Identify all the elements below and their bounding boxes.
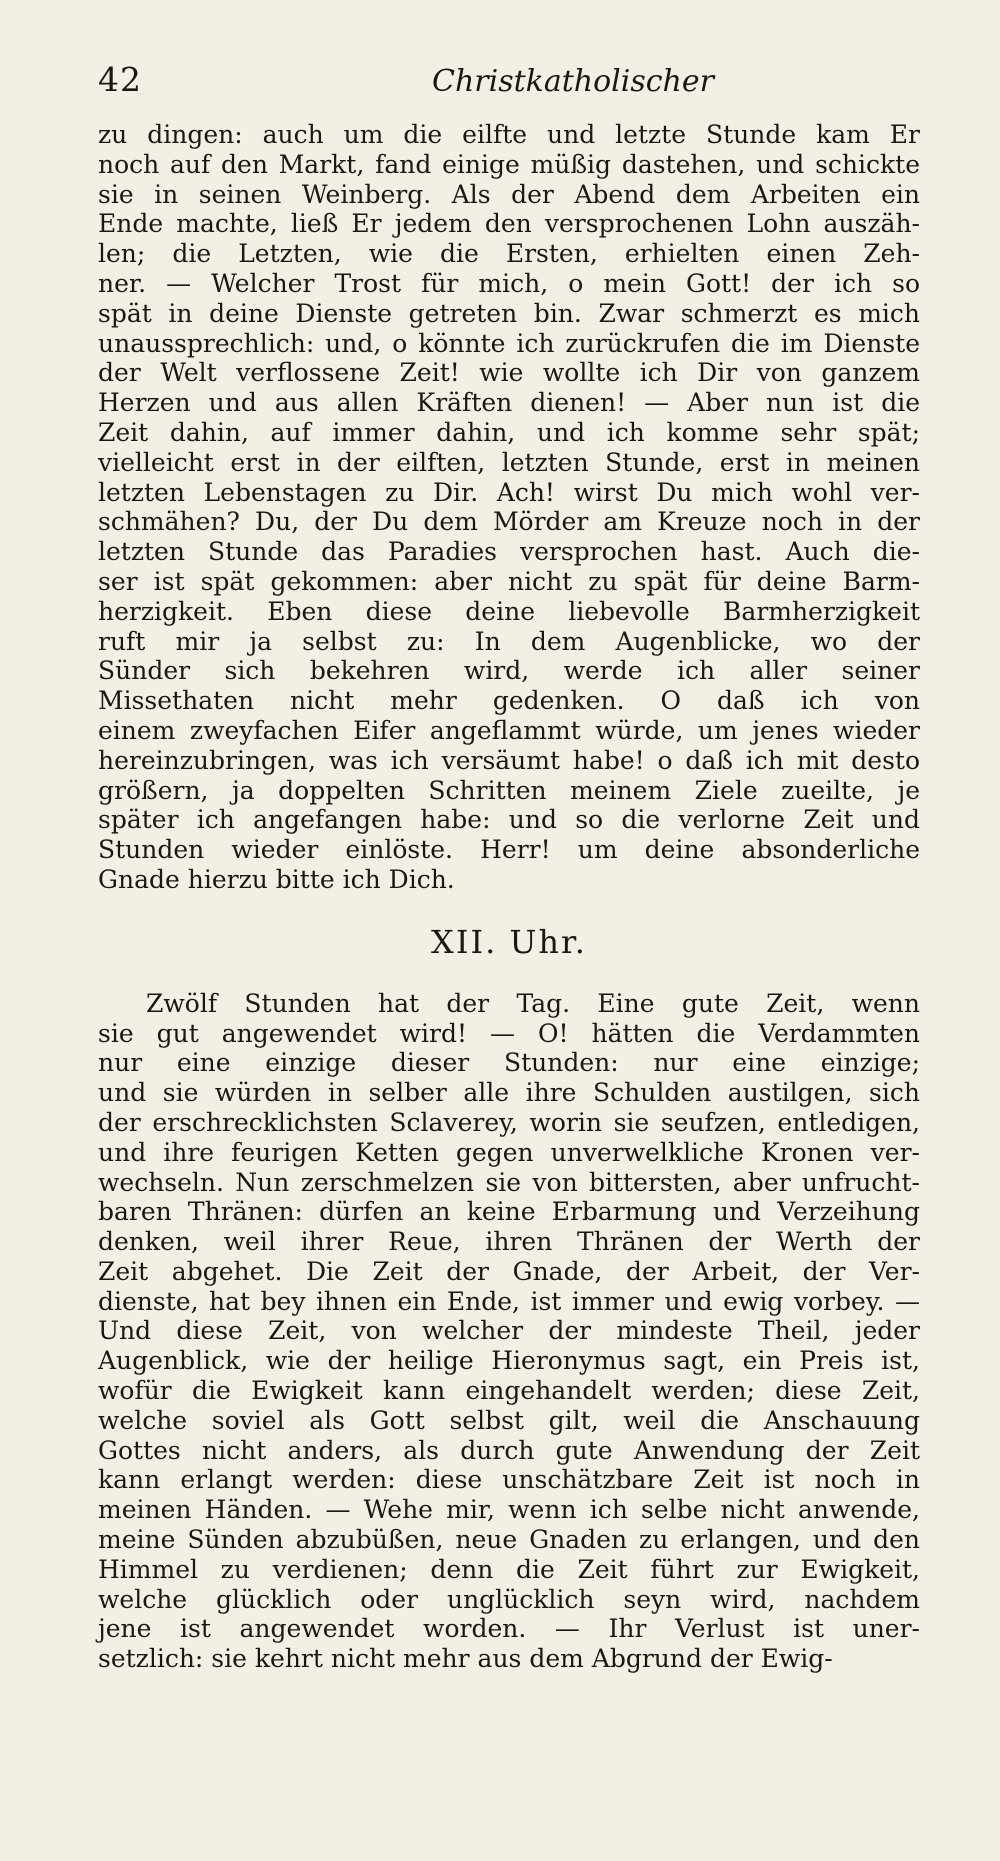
text-line: ruft mir ja selbst zu: In dem Augenblicke, wo der <box>98 626 920 656</box>
text-line: der erschrecklichsten Sclaverey, worin sie seufzen, entledigen, <box>98 1107 920 1137</box>
text-line: Ende machte, ließ Er jedem den versprochenen Lohn auszäh- <box>98 209 920 239</box>
text-line: Zeit abgehet. Die Zeit der Gnade, der Arbeit, der Ver- <box>98 1256 920 1286</box>
text-line: Zwölf Stunden hat der Tag. Eine gute Zeit, wenn <box>146 988 920 1018</box>
text-line: meinen Händen. — Wehe mir, wenn ich selbe nicht anwende, <box>98 1495 920 1525</box>
text-line: Gnade hierzu bitte ich Dich. <box>98 864 455 894</box>
text-line: sie in seinen Weinberg. Als der Abend dem Arbeiten ein <box>98 179 920 209</box>
text-line: und sie würden in selber alle ihre Schulden austilgen, sich <box>98 1078 920 1108</box>
text-line: schmähen? Du, der Du dem Mörder am Kreuze noch in der <box>98 507 920 537</box>
text-line: welche glücklich oder unglücklich seyn wird, nachdem <box>98 1584 920 1614</box>
text-line: Missethaten nicht mehr gedenken. O daß ich von <box>98 686 920 716</box>
text-line: kann erlangt werden: diese unschätzbare Zeit ist noch in <box>98 1465 920 1495</box>
text-line: Stunden wieder einlöste. Herr! um deine absonderliche <box>98 835 920 865</box>
text-line: herzigkeit. Eben diese deine liebevolle Barmherzigkeit <box>98 596 920 626</box>
text-line: letzten Stunde das Paradies versprochen hast. Auch die- <box>98 537 920 567</box>
text-line: dienste, hat bey ihnen ein Ende, ist immer und ewig vorbey. — <box>98 1286 920 1316</box>
text-line: Sünder sich bekehren wird, werde ich aller seiner <box>98 656 920 686</box>
text-line: später ich angefangen habe: und so die verlorne Zeit und <box>98 805 920 835</box>
paragraph-1 <box>98 120 920 895</box>
text-line: der Welt verflossene Zeit! wie wollte ich Dir von ganzem <box>98 358 920 388</box>
text-line: unaussprechlich: und, o könnte ich zurückrufen die im Dienste <box>98 328 920 358</box>
text-line: vielleicht erst in der eilften, letzten Stunde, erst in meinen <box>98 447 920 477</box>
text-line: baren Thränen: dürfen an keine Erbarmung und Verzeihung <box>98 1197 920 1227</box>
text-line: spät in deine Dienste getreten bin. Zwar schmerzt es mich <box>98 298 920 328</box>
text-line: und ihre feurigen Ketten gegen unverwelkliche Kronen ver- <box>98 1137 920 1167</box>
text-line: einem zweyfachen Eifer angeflammt würde, um jenes wieder <box>98 715 920 745</box>
paragraph-2 <box>98 989 920 1674</box>
text-line: jene ist angewendet worden. — Ihr Verlust ist uner- <box>98 1614 920 1644</box>
text-line: wechseln. Nun zerschmelzen sie von bittersten, aber unfrucht- <box>98 1167 920 1197</box>
page-number: 42 <box>98 60 142 99</box>
text-line: Herzen und aus allen Kräften dienen! — Aber nun ist die <box>98 388 920 418</box>
text-line: len; die Letzten, wie die Ersten, erhielten einen Zeh- <box>98 239 920 269</box>
text-line: noch auf den Markt, fand einige müßig dastehen, und schickte <box>98 149 920 179</box>
text-line: meine Sünden abzubüßen, neue Gnaden zu erlangen, und den <box>98 1525 920 1555</box>
text-line: hereinzubringen, was ich versäumt habe! o daß ich mit desto <box>98 745 920 775</box>
text-line: denken, weil ihrer Reue, ihren Thränen der Werth der <box>98 1227 920 1257</box>
text-line: letzten Lebenstagen zu Dir. Ach! wirst Du mich wohl ver- <box>98 477 920 507</box>
text-line: Augenblick, wie der heilige Hieronymus sagt, ein Preis ist, <box>98 1346 920 1376</box>
page-header <box>98 60 920 120</box>
text-line: welche soviel als Gott selbst gilt, weil die Anschauung <box>98 1405 920 1435</box>
section-title: XII. Uhr. <box>431 922 587 961</box>
text-line: Himmel zu verdienen; denn die Zeit führt zur Ewigkeit, <box>98 1554 920 1584</box>
text-line: Und diese Zeit, von welcher der mindeste Theil, jeder <box>98 1316 920 1346</box>
text-line: Gottes nicht anders, als durch gute Anwendung der Zeit <box>98 1435 920 1465</box>
text-line: wofür die Ewigkeit kann eingehandelt werden; diese Zeit, <box>98 1376 920 1406</box>
text-line: ner. — Welcher Trost für mich, o mein Gott! der ich so <box>98 268 920 298</box>
running-head: Christkatholischer <box>432 64 714 99</box>
text-line: zu dingen: auch um die eilfte und letzte Stunde kam Er <box>98 120 920 149</box>
text-line: nur eine einzige dieser Stunden: nur eine einzige; <box>98 1048 920 1078</box>
text-line: sie gut angewendet wird! — O! hätten die Verdammten <box>98 1018 920 1048</box>
text-line: ser ist spät gekommen: aber nicht zu spät für deine Barm- <box>98 566 920 596</box>
text-line: setzlich: sie kehrt nicht mehr aus dem Abgrund der Ewig- <box>98 1644 833 1674</box>
text-line: größern, ja doppelten Schritten meinem Ziele zueilte, je <box>98 775 920 805</box>
text-line: Zeit dahin, auf immer dahin, und ich komme sehr spät; <box>98 417 920 447</box>
